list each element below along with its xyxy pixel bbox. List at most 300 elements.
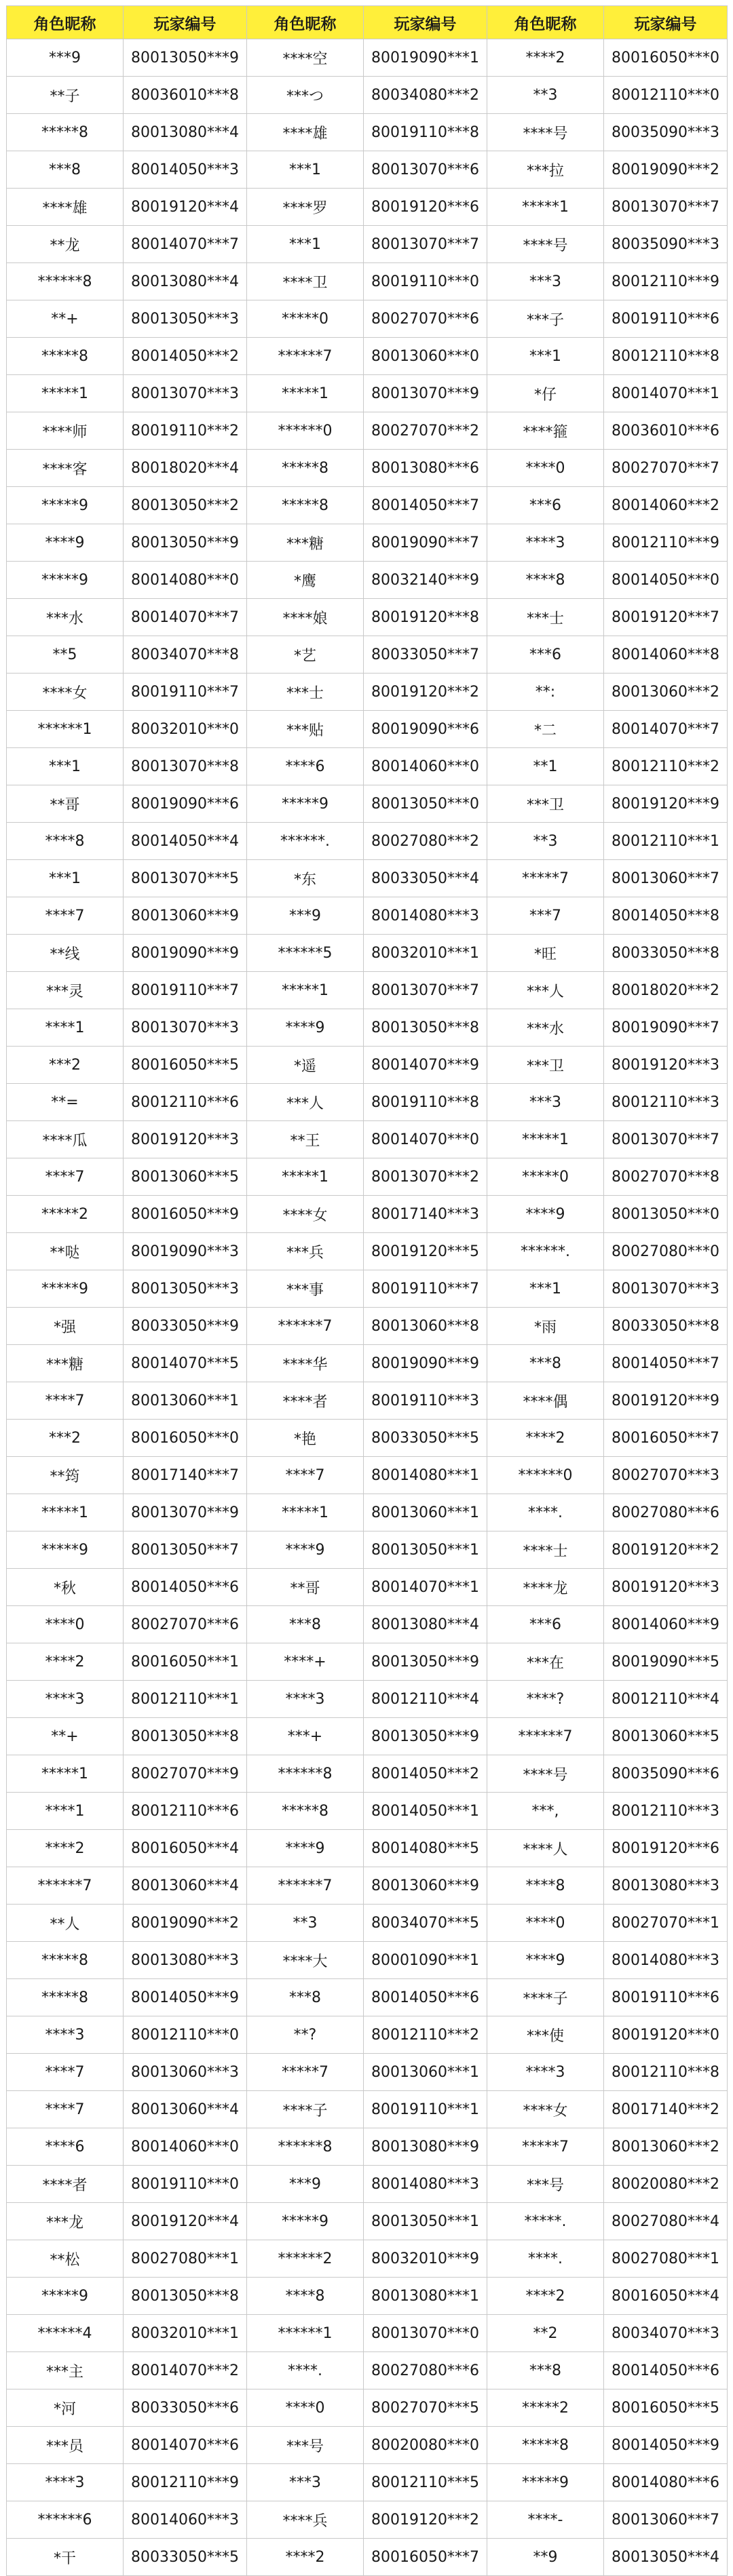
- role-nickname-cell: ***水: [7, 599, 124, 636]
- role-nickname-cell: **3: [487, 823, 604, 860]
- player-id-cell: 80012110***8: [604, 2054, 728, 2091]
- role-nickname-cell: ***使: [487, 2016, 604, 2054]
- player-id-cell: 80016050***1: [124, 1643, 247, 1681]
- role-nickname-cell: ****2: [487, 39, 604, 77]
- player-id-cell: 80014070***1: [364, 1569, 487, 1606]
- role-nickname-cell: *秋: [7, 1569, 124, 1606]
- player-id-cell: 80013060***7: [604, 860, 728, 897]
- role-nickname-cell: ****3: [7, 1681, 124, 1718]
- role-nickname-cell: *****9: [487, 2464, 604, 2501]
- role-nickname-cell: *旺: [487, 935, 604, 972]
- role-nickname-cell: **子: [7, 77, 124, 114]
- player-id-cell: 80013060***7: [604, 2501, 728, 2539]
- role-nickname-cell: *****9: [7, 1270, 124, 1308]
- table-row: [7, 151, 728, 189]
- role-nickname-cell: ******.: [247, 823, 364, 860]
- role-nickname-cell: ***3: [487, 1084, 604, 1121]
- role-nickname-cell: *****9: [7, 1531, 124, 1569]
- role-nickname-cell: ****人: [487, 1830, 604, 1867]
- player-id-cell: 80014050***7: [604, 1345, 728, 1382]
- player-id-cell: 80013070***6: [364, 151, 487, 189]
- role-nickname-cell: ****9: [247, 1531, 364, 1569]
- player-id-cell: 80013060***2: [604, 674, 728, 711]
- table-row: [7, 2278, 728, 2315]
- column-header-player-id: 玩家编号: [124, 6, 247, 39]
- role-nickname-cell: ***员: [7, 2427, 124, 2464]
- player-id-cell: 80027080***6: [604, 1494, 728, 1531]
- role-nickname-cell: ******1: [247, 2315, 364, 2352]
- role-nickname-cell: **2: [487, 2315, 604, 2352]
- role-nickname-cell: ***6: [487, 1606, 604, 1643]
- role-nickname-cell: ****7: [7, 2054, 124, 2091]
- player-id-cell: 80035090***3: [604, 114, 728, 151]
- role-nickname-cell: ****者: [247, 1382, 364, 1420]
- table-row: [7, 1979, 728, 2016]
- table-row: [7, 487, 728, 524]
- role-nickname-cell: *****8: [7, 1979, 124, 2016]
- role-nickname-cell: ***6: [487, 636, 604, 674]
- role-nickname-cell: ***8: [247, 1979, 364, 2016]
- role-nickname-cell: ****1: [7, 1009, 124, 1047]
- player-id-cell: 80013070***5: [124, 860, 247, 897]
- player-id-cell: 80019110***7: [124, 972, 247, 1009]
- table-row: [7, 114, 728, 151]
- player-id-cell: 80019120***0: [604, 2016, 728, 2054]
- role-nickname-cell: ***,: [487, 1793, 604, 1830]
- role-nickname-cell: **=: [7, 1084, 124, 1121]
- player-id-cell: 80034080***2: [364, 77, 487, 114]
- player-id-cell: 80019110***6: [604, 300, 728, 338]
- player-id-cell: 80012110***2: [364, 2016, 487, 2054]
- role-nickname-cell: ****.: [487, 2240, 604, 2278]
- player-id-cell: 80027080***1: [604, 2240, 728, 2278]
- table-row: [7, 226, 728, 263]
- player-id-cell: 80017140***3: [364, 1196, 487, 1233]
- table-row: [7, 2016, 728, 2054]
- player-id-cell: 80014050***8: [604, 897, 728, 935]
- player-id-cell: 80020080***0: [364, 2427, 487, 2464]
- role-nickname-cell: ***2: [7, 1420, 124, 1457]
- player-id-cell: 80014050***6: [604, 2352, 728, 2389]
- player-id-cell: 80013060***4: [124, 2091, 247, 2128]
- player-id-cell: 80020080***2: [604, 2166, 728, 2203]
- table-row: [7, 263, 728, 300]
- column-header-role-nickname: 角色昵称: [7, 6, 124, 39]
- player-id-cell: 80033050***5: [124, 2539, 247, 2576]
- role-nickname-cell: ***3: [247, 2464, 364, 2501]
- player-id-cell: 80013050***4: [604, 2539, 728, 2576]
- player-id-cell: 80013050***9: [124, 39, 247, 77]
- table-row: [7, 300, 728, 338]
- role-nickname-cell: ****9: [247, 1830, 364, 1867]
- player-id-cell: 80034070***5: [364, 1905, 487, 1942]
- player-id-cell: 80012110***6: [124, 1084, 247, 1121]
- player-id-cell: 80001090***1: [364, 1942, 487, 1979]
- role-nickname-cell: *****7: [487, 860, 604, 897]
- role-nickname-cell: ***+: [247, 1718, 364, 1755]
- player-id-cell: 80014070***0: [364, 1121, 487, 1158]
- role-nickname-cell: ****2: [487, 2278, 604, 2315]
- role-nickname-cell: ****兵: [247, 2501, 364, 2539]
- player-id-cell: 80014070***2: [124, 2352, 247, 2389]
- player-id-cell: 80013060***2: [604, 2128, 728, 2166]
- player-id-cell: 80014050***9: [124, 1979, 247, 2016]
- table-row: [7, 524, 728, 562]
- role-nickname-cell: *****8: [247, 1793, 364, 1830]
- player-id-cell: 80036010***6: [604, 412, 728, 450]
- role-nickname-cell: ***号: [487, 2166, 604, 2203]
- role-nickname-cell: *艳: [247, 1420, 364, 1457]
- player-id-cell: 80014060***0: [124, 2128, 247, 2166]
- player-id-cell: 80013080***3: [604, 1867, 728, 1905]
- player-id-cell: 80019110***7: [124, 674, 247, 711]
- player-id-cell: 80032140***9: [364, 562, 487, 599]
- table-row: [7, 599, 728, 636]
- player-id-cell: 80013060***0: [364, 338, 487, 375]
- player-id-cell: 80013060***1: [364, 1494, 487, 1531]
- role-nickname-cell: **线: [7, 935, 124, 972]
- player-id-cell: 80019110***6: [604, 1979, 728, 2016]
- role-nickname-cell: ******6: [7, 2501, 124, 2539]
- player-id-cell: 80027080***6: [364, 2352, 487, 2389]
- role-nickname-cell: ****0: [487, 1905, 604, 1942]
- role-nickname-cell: ****女: [7, 674, 124, 711]
- role-nickname-cell: ****1: [7, 1793, 124, 1830]
- table-row: [7, 1494, 728, 1531]
- player-id-cell: 80033050***9: [124, 1308, 247, 1345]
- role-nickname-cell: *****8: [487, 2427, 604, 2464]
- player-id-cell: 80019120***3: [124, 1121, 247, 1158]
- player-id-cell: 80012110***8: [604, 338, 728, 375]
- role-nickname-cell: ***在: [487, 1643, 604, 1681]
- role-nickname-cell: ******5: [247, 935, 364, 972]
- table-row: [7, 636, 728, 674]
- role-nickname-cell: *河: [7, 2389, 124, 2427]
- player-id-cell: 80014080***0: [124, 562, 247, 599]
- role-nickname-cell: ******8: [247, 1755, 364, 1793]
- player-id-cell: 80036010***8: [124, 77, 247, 114]
- role-nickname-cell: ****7: [7, 1158, 124, 1196]
- player-id-cell: 80016050***7: [604, 1420, 728, 1457]
- table-row: [7, 1047, 728, 1084]
- role-nickname-cell: ****.: [487, 1494, 604, 1531]
- table-row: [7, 1718, 728, 1755]
- player-id-cell: 80013070***9: [364, 375, 487, 412]
- table-row: [7, 2054, 728, 2091]
- role-nickname-cell: ***灵: [7, 972, 124, 1009]
- table-row: [7, 2166, 728, 2203]
- role-nickname-cell: ***贴: [247, 711, 364, 748]
- player-id-cell: 80019120***9: [604, 785, 728, 823]
- player-id-cell: 80013080***3: [124, 1942, 247, 1979]
- player-id-cell: 80012110***4: [604, 1681, 728, 1718]
- role-nickname-cell: ****子: [247, 2091, 364, 2128]
- role-nickname-cell: ***8: [487, 1345, 604, 1382]
- role-nickname-cell: ****箍: [487, 412, 604, 450]
- player-id-cell: 80016050***5: [604, 2389, 728, 2427]
- table-row: [7, 562, 728, 599]
- role-nickname-cell: ****9: [247, 1009, 364, 1047]
- player-id-cell: 80013060***1: [124, 1382, 247, 1420]
- player-id-cell: 80013080***9: [364, 2128, 487, 2166]
- player-id-cell: 80032010***9: [364, 2240, 487, 2278]
- table-row: [7, 1867, 728, 1905]
- role-nickname-cell: ****0: [7, 1606, 124, 1643]
- player-id-cell: 80013070***7: [364, 972, 487, 1009]
- role-nickname-cell: ****2: [7, 1643, 124, 1681]
- player-id-cell: 80018020***4: [124, 450, 247, 487]
- table-row: [7, 338, 728, 375]
- player-id-cell: 80027070***6: [364, 300, 487, 338]
- player-id-cell: 80012110***9: [604, 524, 728, 562]
- role-nickname-cell: ****女: [487, 2091, 604, 2128]
- player-id-cell: 80019090***6: [124, 785, 247, 823]
- role-nickname-cell: *****1: [487, 1121, 604, 1158]
- table-row: [7, 1382, 728, 1420]
- role-nickname-cell: ****罗: [247, 189, 364, 226]
- player-id-cell: 80013070***2: [364, 1158, 487, 1196]
- role-nickname-cell: ******7: [247, 1308, 364, 1345]
- player-id-cell: 80019120***6: [604, 1830, 728, 1867]
- role-nickname-cell: ****偶: [487, 1382, 604, 1420]
- table-row: [7, 2128, 728, 2166]
- role-nickname-cell: *****1: [7, 1494, 124, 1531]
- player-id-cell: 80013070***7: [364, 226, 487, 263]
- player-id-cell: 80013050***1: [364, 1531, 487, 1569]
- role-nickname-cell: ***2: [7, 1047, 124, 1084]
- player-id-cell: 80019090***7: [364, 524, 487, 562]
- role-nickname-cell: ****女: [247, 1196, 364, 1233]
- role-nickname-cell: **?: [247, 2016, 364, 2054]
- player-id-cell: 80017140***7: [124, 1457, 247, 1494]
- player-id-cell: 80019110***3: [364, 1382, 487, 1420]
- player-id-cell: 80014050***0: [604, 562, 728, 599]
- role-nickname-cell: ***9: [247, 897, 364, 935]
- player-id-cell: 80019110***2: [124, 412, 247, 450]
- role-nickname-cell: ***兵: [247, 1233, 364, 1270]
- role-nickname-cell: *****2: [7, 1196, 124, 1233]
- player-id-cell: 80013070***3: [604, 1270, 728, 1308]
- table-row: [7, 2315, 728, 2352]
- player-id-cell: 80013050***1: [364, 2203, 487, 2240]
- player-id-cell: 80019110***0: [124, 2166, 247, 2203]
- player-id-cell: 80013070***3: [124, 1009, 247, 1047]
- player-id-cell: 80019120***7: [604, 599, 728, 636]
- player-id-cell: 80013050***3: [124, 300, 247, 338]
- role-nickname-cell: ***1: [7, 748, 124, 785]
- player-id-cell: 80014060***3: [124, 2501, 247, 2539]
- player-id-cell: 80014080***3: [364, 897, 487, 935]
- role-nickname-cell: ****7: [7, 2091, 124, 2128]
- role-nickname-cell: *****2: [487, 2389, 604, 2427]
- player-id-cell: 80014070***1: [604, 375, 728, 412]
- player-id-cell: 80014070***6: [124, 2427, 247, 2464]
- player-id-cell: 80014050***1: [364, 1793, 487, 1830]
- role-nickname-cell: ****8: [487, 1867, 604, 1905]
- table-row: [7, 1009, 728, 1047]
- player-id-cell: 80014050***2: [124, 338, 247, 375]
- role-nickname-cell: **9: [487, 2539, 604, 2576]
- role-nickname-cell: ****娘: [247, 599, 364, 636]
- role-nickname-cell: ***人: [487, 972, 604, 1009]
- player-id-cell: 80027070***7: [604, 450, 728, 487]
- player-id-cell: 80027080***1: [124, 2240, 247, 2278]
- role-nickname-cell: ****+: [247, 1643, 364, 1681]
- player-id-cell: 80019090***2: [124, 1905, 247, 1942]
- table-row: [7, 748, 728, 785]
- role-nickname-cell: *****0: [487, 1158, 604, 1196]
- role-nickname-cell: **+: [7, 1718, 124, 1755]
- player-id-cell: 80014080***3: [364, 2166, 487, 2203]
- player-id-cell: 80027070***2: [364, 412, 487, 450]
- role-nickname-cell: ****9: [487, 1196, 604, 1233]
- table-row: [7, 1420, 728, 1457]
- table-row: [7, 785, 728, 823]
- player-id-cell: 80035090***6: [604, 1755, 728, 1793]
- player-id-cell: 80019090***5: [604, 1643, 728, 1681]
- player-id-cell: 80027070***5: [364, 2389, 487, 2427]
- player-id-cell: 80016050***0: [604, 39, 728, 77]
- role-nickname-cell: ****2: [247, 2539, 364, 2576]
- role-nickname-cell: ****3: [487, 524, 604, 562]
- player-id-cell: 80013050***8: [364, 1009, 487, 1047]
- role-nickname-cell: **哒: [7, 1233, 124, 1270]
- role-nickname-cell: *鹰: [247, 562, 364, 599]
- table-row: [7, 2091, 728, 2128]
- table-row: [7, 1121, 728, 1158]
- player-id-cell: 80013050***3: [124, 1270, 247, 1308]
- role-nickname-cell: ****-: [487, 2501, 604, 2539]
- player-id-cell: 80012110***9: [604, 263, 728, 300]
- role-nickname-cell: *****8: [247, 450, 364, 487]
- header-row: [7, 6, 728, 39]
- role-nickname-cell: ****号: [487, 114, 604, 151]
- role-nickname-cell: ****6: [247, 748, 364, 785]
- role-nickname-cell: ****9: [7, 524, 124, 562]
- role-nickname-cell: *****8: [7, 114, 124, 151]
- player-id-cell: 80013050***8: [124, 1718, 247, 1755]
- table-row: [7, 450, 728, 487]
- player-id-cell: 80013080***4: [124, 114, 247, 151]
- player-id-cell: 80027080***2: [364, 823, 487, 860]
- role-nickname-cell: ***1: [487, 1270, 604, 1308]
- player-id-cell: 80013050***9: [364, 1718, 487, 1755]
- table-row: [7, 412, 728, 450]
- table-row: [7, 860, 728, 897]
- player-id-cell: 80019120***9: [604, 1382, 728, 1420]
- role-nickname-cell: ****士: [487, 1531, 604, 1569]
- table-row: [7, 1830, 728, 1867]
- player-id-cell: 80013050***8: [124, 2278, 247, 2315]
- player-id-cell: 80033050***8: [604, 1308, 728, 1345]
- role-nickname-cell: *****1: [247, 972, 364, 1009]
- player-id-cell: 80014070***7: [124, 599, 247, 636]
- player-id-cell: 80019120***6: [364, 189, 487, 226]
- role-nickname-cell: ***主: [7, 2352, 124, 2389]
- role-nickname-cell: ***8: [7, 151, 124, 189]
- table-row: [7, 1793, 728, 1830]
- player-id-cell: 80013060***5: [604, 1718, 728, 1755]
- player-id-cell: 80014080***1: [364, 1457, 487, 1494]
- role-nickname-cell: *二: [487, 711, 604, 748]
- role-nickname-cell: ****7: [247, 1457, 364, 1494]
- player-id-cell: 80027070***3: [604, 1457, 728, 1494]
- role-nickname-cell: **:: [487, 674, 604, 711]
- role-nickname-cell: ***人: [247, 1084, 364, 1121]
- role-nickname-cell: ***1: [247, 151, 364, 189]
- role-nickname-cell: ***9: [7, 39, 124, 77]
- column-header-player-id: 玩家编号: [604, 6, 728, 39]
- player-id-cell: 80019090***3: [124, 1233, 247, 1270]
- player-id-cell: 80012110***9: [124, 2464, 247, 2501]
- player-id-cell: 80013050***2: [124, 487, 247, 524]
- role-nickname-cell: ******.: [487, 1233, 604, 1270]
- player-id-cell: 80014070***9: [364, 1047, 487, 1084]
- role-nickname-cell: ****雄: [247, 114, 364, 151]
- player-id-cell: 80016050***4: [124, 1830, 247, 1867]
- table-row: [7, 1681, 728, 1718]
- table-row: [7, 972, 728, 1009]
- table-row: [7, 1569, 728, 1606]
- player-id-cell: 80013050***0: [364, 785, 487, 823]
- player-id-cell: 80012110***0: [604, 77, 728, 114]
- player-id-cell: 80012110***4: [364, 1681, 487, 1718]
- role-nickname-cell: *****8: [7, 338, 124, 375]
- player-id-cell: 80013050***7: [124, 1531, 247, 1569]
- role-nickname-cell: ****.: [247, 2352, 364, 2389]
- role-nickname-cell: **3: [247, 1905, 364, 1942]
- role-nickname-cell: ****0: [247, 2389, 364, 2427]
- player-id-cell: 80014050***3: [124, 151, 247, 189]
- role-nickname-cell: ****?: [487, 1681, 604, 1718]
- role-nickname-cell: **人: [7, 1905, 124, 1942]
- role-nickname-cell: *****1: [247, 1494, 364, 1531]
- role-nickname-cell: ****号: [487, 1755, 604, 1793]
- roster-body: [7, 39, 728, 2576]
- player-id-cell: 80013050***0: [604, 1196, 728, 1233]
- role-nickname-cell: ***8: [487, 2352, 604, 2389]
- player-id-cell: 80019110***1: [364, 2091, 487, 2128]
- player-id-cell: 80019090***6: [364, 711, 487, 748]
- role-nickname-cell: ****2: [487, 1420, 604, 1457]
- player-id-cell: 80019110***8: [364, 114, 487, 151]
- player-id-cell: 80013060***5: [124, 1158, 247, 1196]
- role-nickname-cell: ***糖: [7, 1345, 124, 1382]
- player-id-cell: 80034070***3: [604, 2315, 728, 2352]
- player-id-cell: 80019120***4: [124, 189, 247, 226]
- role-nickname-cell: ***号: [247, 2427, 364, 2464]
- role-nickname-cell: ***卫: [487, 785, 604, 823]
- table-row: [7, 1233, 728, 1270]
- role-nickname-cell: *雨: [487, 1308, 604, 1345]
- role-nickname-cell: **龙: [7, 226, 124, 263]
- player-id-cell: 80013060***8: [364, 1308, 487, 1345]
- player-id-cell: 80014050***7: [364, 487, 487, 524]
- role-nickname-cell: *艺: [247, 636, 364, 674]
- role-nickname-cell: ****3: [487, 2054, 604, 2091]
- table-row: [7, 2352, 728, 2389]
- player-id-cell: 80014060***2: [604, 487, 728, 524]
- role-nickname-cell: ***拉: [487, 151, 604, 189]
- table-row: [7, 2389, 728, 2427]
- player-id-cell: 80019120***2: [364, 2501, 487, 2539]
- role-nickname-cell: *****7: [487, 2128, 604, 2166]
- player-id-cell: 80033050***8: [604, 935, 728, 972]
- player-id-cell: 80019090***7: [604, 1009, 728, 1047]
- table-row: [7, 1196, 728, 1233]
- player-id-cell: 80027080***0: [604, 1233, 728, 1270]
- player-id-cell: 80013070***7: [604, 1121, 728, 1158]
